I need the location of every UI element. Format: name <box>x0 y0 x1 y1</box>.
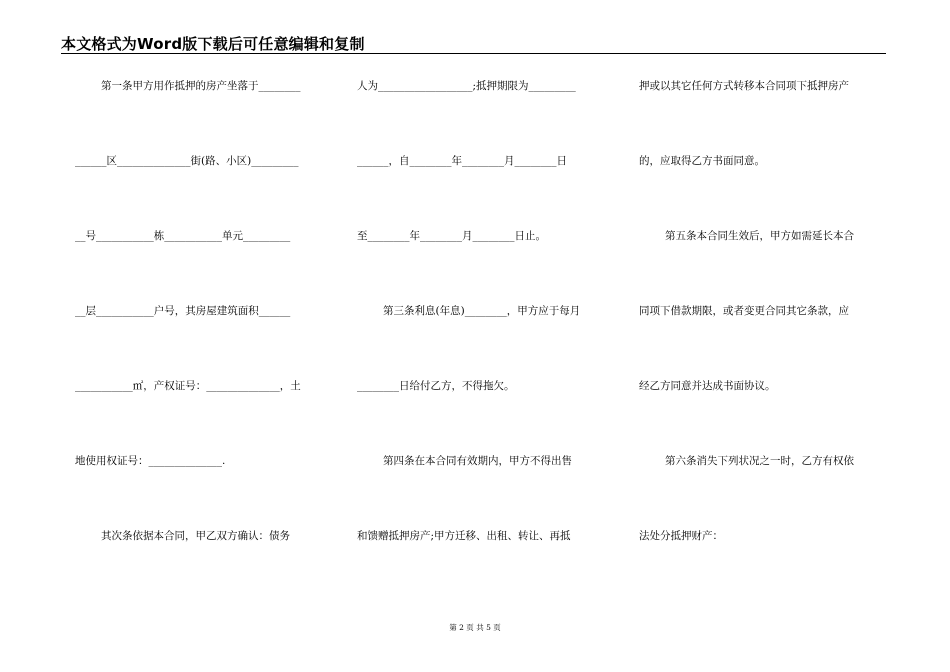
text-line: 第四条在本合同有效期内，甲方不得出售 <box>383 455 572 467</box>
page-header-title: 本文格式为Word版下载后可任意编辑和复制 <box>61 35 365 53</box>
text-line: ______区______________街(路、小区)_________ <box>75 155 299 167</box>
text-line: 地使用权证号：______________. <box>75 455 226 467</box>
text-line: 至________年________月________日止。 <box>357 230 546 242</box>
header-divider <box>61 53 886 54</box>
text-line: 法处分抵押财产： <box>639 530 723 542</box>
text-line: 第一条甲方用作抵押的房产坐落于________ <box>101 80 301 92</box>
text-line: __号___________栋___________单元_________ <box>75 230 291 242</box>
text-line: 第六条消失下列状况之一时，乙方有权依 <box>665 455 854 467</box>
text-line: 其次条依据本合同，甲乙双方确认：债务 <box>101 530 290 542</box>
page-number: 第 2 页 共 5 页 <box>449 623 501 632</box>
text-line: 同项下借款期限，或者变更合同其它条款，应 <box>639 305 849 317</box>
text-line: 第五条本合同生效后，甲方如需延长本合 <box>665 230 854 242</box>
text-line: 人为__________________;抵押期限为_________ <box>357 80 576 92</box>
text-line: 第三条利息(年息)________，甲方应于每月 <box>383 305 581 317</box>
text-line: __层___________户号，其房屋建筑面积______ <box>75 305 291 317</box>
text-line: 的，应取得乙方书面同意。 <box>639 155 765 167</box>
text-line: ___________㎡，产权证号：______________，土 <box>75 380 301 392</box>
text-line: 和馈赠抵押房产;甲方迁移、出租、转让、再抵 <box>357 530 571 542</box>
text-line: 押或以其它任何方式转移本合同项下抵押房产 <box>639 80 849 92</box>
text-line: ________日给付乙方，不得拖欠。 <box>357 380 515 392</box>
text-line: 经乙方同意并达成书面协议。 <box>639 380 776 392</box>
text-line: ______，自________年________月________日 <box>357 155 567 167</box>
